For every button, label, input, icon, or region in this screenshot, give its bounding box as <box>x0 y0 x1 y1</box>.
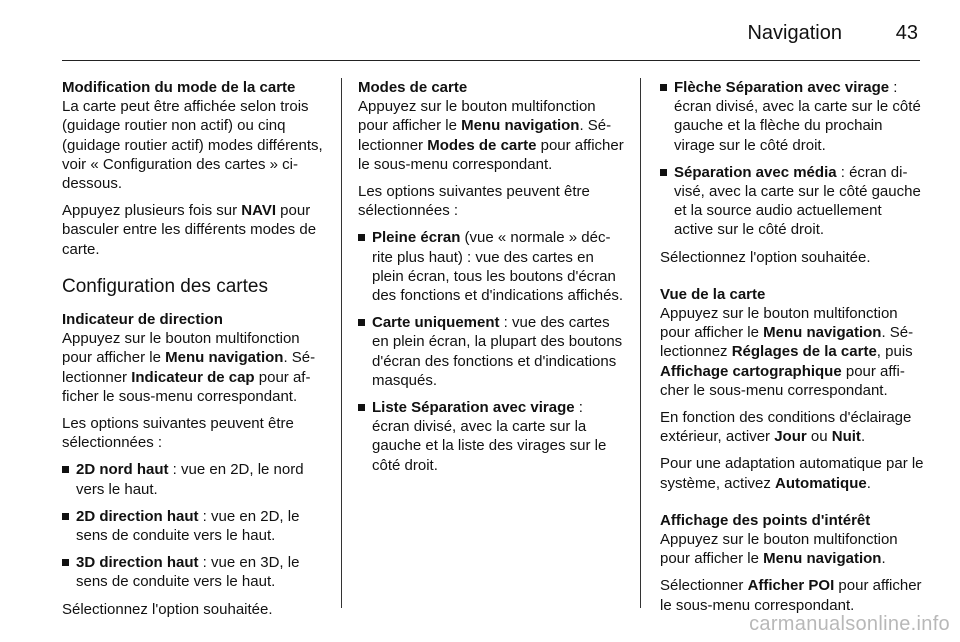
list-item: 2D direction haut : vue en 2D, le sens de conduite vers le haut. <box>62 507 326 545</box>
paragraph: Pour une adaptation automatique par le système, activez Automatique. <box>660 455 924 492</box>
page-header <box>62 14 920 61</box>
section-heading: Configuration des cartes <box>62 275 268 297</box>
column-divider <box>341 78 342 608</box>
heading-map-view: Vue de la carte <box>660 285 766 303</box>
paragraph: Appuyez sur le bouton multifonction pour afficher le Menu navigation. Sélectionner Modes de carte pour afficher le sous-menu correspondant. <box>358 98 624 173</box>
paragraph: Appuyez sur le bouton multifonction pour afficher le Menu navigation. Sélectionnez Réglages de la carte, puis Affichage cartographique pour afficher le sous-menu correspondant. <box>660 305 914 399</box>
heading-direction-indicator: Indicateur de direction <box>62 311 223 329</box>
paragraph: Sélectionner Afficher POI pour afficher le sous-menu correspondant. <box>660 577 922 614</box>
navi-button-ref: NAVI <box>241 202 276 220</box>
watermark: carmanualsonline.info <box>749 613 950 635</box>
paragraph: Appuyez sur le bouton multifonction pour afficher le Menu navigation. Sélectionner Indicateur de cap pour afficher le sous-menu correspondant. <box>62 330 316 405</box>
paragraph: Les options suivantes peuvent être sélectionnées : <box>62 415 294 452</box>
paragraph: En fonction des conditions d'éclairage extérieur, activer Jour ou Nuit. <box>660 409 912 446</box>
bullet-icon <box>358 404 365 411</box>
list-item: Pleine écran (vue « normale » décrite plus haut) : vue des cartes en plein écran, tous les boutons d'écran des fonctions et d'indications affichés. <box>358 228 624 305</box>
bullet-icon <box>358 319 365 326</box>
heading-map-modes: Modes de carte <box>358 79 468 96</box>
column-1 <box>62 78 326 627</box>
heading-map-mode: Modification du mode de la carte <box>62 79 296 96</box>
paragraph: Sélectionnez l'option souhaitée. <box>62 600 273 618</box>
section-title: Navigation <box>747 22 842 44</box>
bullet-icon <box>660 84 667 91</box>
column-divider <box>640 78 641 608</box>
list-item: 2D nord haut : vue en 2D, le nord vers le haut. <box>62 460 326 498</box>
column-3 <box>660 78 924 623</box>
column-2 <box>358 78 624 483</box>
page-number: 43 <box>895 22 918 44</box>
paragraph: Appuyez plusieurs fois sur NAVI pour basculer entre les différents modes de carte. <box>62 202 317 258</box>
bullet-icon <box>62 513 69 520</box>
paragraph: Appuyez sur le bouton multifonction pour afficher le Menu navigation. <box>660 531 898 568</box>
heading-poi-display: Affichage des points d'intérêt <box>660 511 871 529</box>
paragraph: Sélectionnez l'option souhaitée. <box>660 248 871 266</box>
list-item: Carte uniquement : vue des cartes en plein écran, la plupart des boutons d'écran des fonctions et d'indications masqués. <box>358 313 624 390</box>
paragraph: Les options suivantes peuvent être sélectionnées : <box>358 183 590 220</box>
list-item: 3D direction haut : vue en 3D, le sens de conduite vers le haut. <box>62 553 326 591</box>
bullet-icon <box>358 234 365 241</box>
bullet-icon <box>660 169 667 176</box>
bullet-icon <box>62 466 69 473</box>
bullet-icon <box>62 559 69 566</box>
list-item: Séparation avec média : écran divisé, avec la carte sur le côté gauche et la source audio actuellement active sur le côté droit. <box>660 163 924 240</box>
paragraph: La carte peut être affichée selon trois (guidage routier non actif) ou cinq (guidage routier actif) modes différents, voir « Configuration des cartes » ci-dessous. <box>62 98 323 193</box>
list-item: Liste Séparation avec virage : écran divisé, avec la carte sur la gauche et la liste des virages sur le côté droit. <box>358 398 624 475</box>
list-item: Flèche Séparation avec virage : écran divisé, avec la carte sur le côté gauche et la flèche du prochain virage sur le côté droit. <box>660 78 924 155</box>
